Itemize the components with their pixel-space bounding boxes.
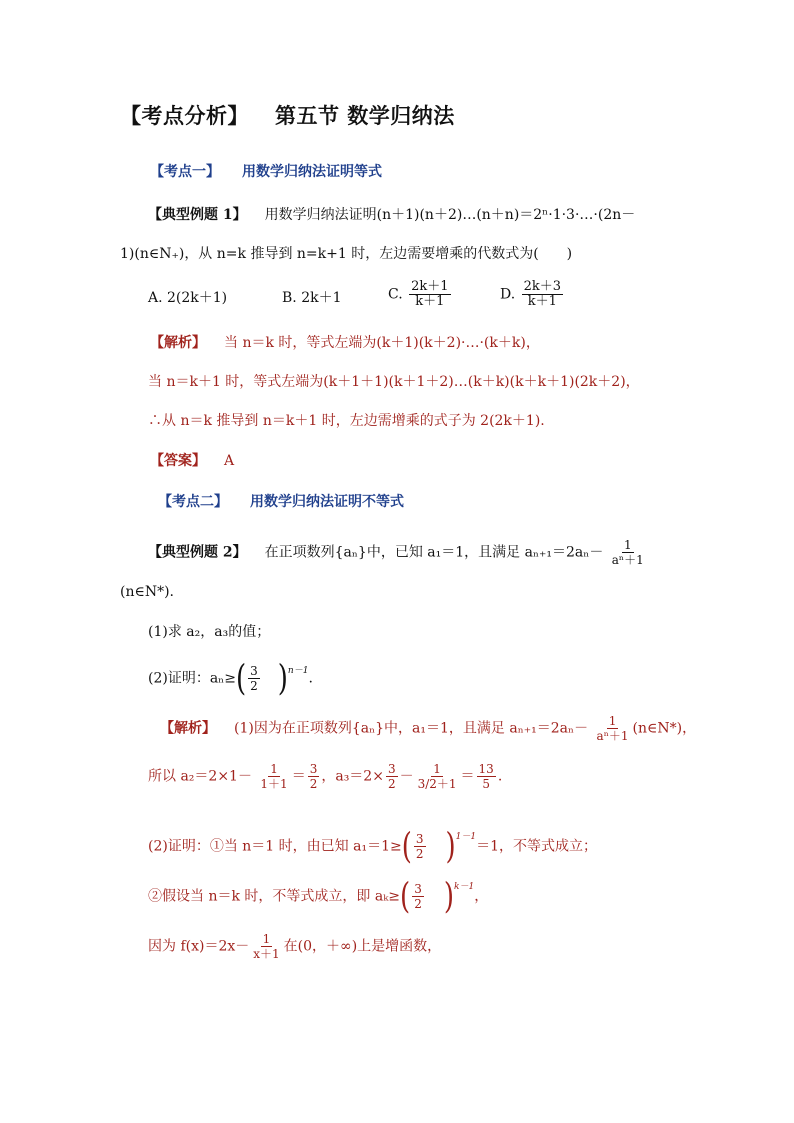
example-1-line-2 bbox=[120, 244, 572, 264]
s2-l2-frac-4 bbox=[416, 762, 459, 791]
kaodian-2-title: 用数学归纳法证明不等式 bbox=[250, 494, 404, 510]
s2-l4-exp: k－1 bbox=[454, 881, 475, 892]
s2-f1-den: aⁿ＋1 bbox=[596, 729, 629, 743]
kaodian-2-tag: 【考点二】 bbox=[158, 494, 228, 510]
kaodian-1-title: 用数学归纳法证明等式 bbox=[242, 164, 382, 180]
s2-l5-b: 在(0，＋∞)上是增函数， bbox=[283, 938, 442, 955]
s2-l3-frac bbox=[414, 832, 426, 861]
example-1-text-2: 1)(n∈N₊)，从 n=k 推导到 n=k+1 时，左边需要增乘的代数式为( ) bbox=[120, 246, 573, 262]
s2-l4-b: ， bbox=[474, 888, 489, 905]
example-2-frac-den: aⁿ＋1 bbox=[611, 553, 644, 567]
s2-l2-f2-num: 3 bbox=[309, 762, 318, 776]
s2-l2-d: － bbox=[399, 768, 414, 785]
s2-l3-a: (2)证明：①当 n＝1 时，由已知 a₁＝1≥ bbox=[148, 838, 402, 855]
example-2-question-1 bbox=[148, 622, 270, 642]
solution-2-line-4: ②假设当 n＝k 时，不等式成立，即 aₖ≥( $\frac{3}{2}$ )$^{k-1}$， bbox=[148, 876, 489, 917]
s2-l2-f3-den: 2 bbox=[387, 777, 396, 791]
example-2-fraction bbox=[610, 538, 646, 567]
solution-1-line-3 bbox=[148, 411, 545, 431]
option-d-fraction bbox=[522, 280, 563, 309]
s2-l4-a: ②假设当 n＝k 时，不等式成立，即 aₖ≥ bbox=[148, 888, 401, 905]
example-1-text-1: 用数学归纳法证明(n＋1)(n＋2)…(n＋n)＝2ⁿ·1·3·…·(2n－ bbox=[264, 207, 636, 223]
question-2-suffix: . bbox=[308, 670, 313, 687]
s2-l5-num: 1 bbox=[262, 932, 271, 946]
s2-l3-exp: 1－1 bbox=[455, 831, 477, 842]
s2-l2-a: 所以 a₂＝2×1－ bbox=[148, 768, 252, 785]
option-c-prefix: C. bbox=[388, 286, 403, 303]
solution-2-fraction-1 bbox=[595, 714, 631, 743]
solution-1-line-2 bbox=[148, 372, 640, 392]
solution-2-line-3: (2)证明：①当 n＝1 时，由已知 a₁＝1≥( $\frac{3}{2}$ )$^{1-1}$＝1，不等式成立； bbox=[148, 826, 598, 867]
question-2-frac-num: 3 bbox=[250, 664, 258, 678]
s2-l4-num: 3 bbox=[414, 882, 422, 896]
option-d-prefix: D. bbox=[500, 286, 516, 303]
option-c-numerator: 2k＋1 bbox=[411, 279, 449, 294]
option-c-fraction bbox=[409, 280, 450, 309]
example-2-text-1: 在正项数列{aₙ}中，已知 a₁＝1，且满足 aₙ₊₁＝2aₙ－ bbox=[264, 544, 604, 561]
solution-2-line-1 bbox=[160, 714, 696, 743]
answer-1-value: A bbox=[224, 453, 235, 469]
s2-l5-den: x＋1 bbox=[253, 947, 280, 961]
s2-l2-f4-num: 1 bbox=[433, 762, 441, 776]
section-tag: 【考点分析】 bbox=[120, 103, 249, 128]
example-2-question-2: (2)证明：aₙ≥( $\frac{3}{2}$ )$^{n-1}$. bbox=[148, 658, 313, 699]
question-2-frac-den: 2 bbox=[250, 679, 258, 693]
solution-1-text-2: 当 n＝k＋1 时，等式左端为(k＋1＋1)(k＋1＋2)…(k＋k)(k＋k＋1)(2k＋2)， bbox=[148, 374, 640, 390]
s2-l2-f4-den: 3/2＋1 bbox=[417, 777, 457, 791]
option-a-text: A. 2(2k＋1) bbox=[148, 290, 228, 306]
s2-l2-f1-num: 1 bbox=[270, 762, 278, 776]
s2-l5-frac bbox=[251, 932, 281, 961]
s2-l4-den: 2 bbox=[414, 897, 422, 911]
example-1-label: 【典型例题 1】 bbox=[148, 207, 247, 223]
option-d-denominator: k＋1 bbox=[527, 294, 557, 309]
answer-1-label: 【答案】 bbox=[150, 453, 206, 469]
example-2-label: 【典型例题 2】 bbox=[148, 544, 247, 561]
example-2-line-2 bbox=[120, 582, 174, 602]
kaodian-1-heading bbox=[150, 162, 382, 182]
solution-1-text-3: ∴从 n＝k 推导到 n＝k＋1 时，左边需增乘的式子为 2(2k＋1). bbox=[148, 413, 545, 429]
s2-l2-f3-num: 3 bbox=[387, 762, 396, 776]
solution-2-text-1: (1)因为在正项数列{aₙ}中，a₁＝1，且满足 aₙ₊₁＝2aₙ－ bbox=[234, 720, 589, 737]
s2-l3-b: ＝1，不等式成立； bbox=[476, 838, 598, 855]
example-2-frac-num: 1 bbox=[623, 538, 632, 552]
option-c-denominator: k＋1 bbox=[415, 294, 445, 309]
example-2-line-1 bbox=[148, 538, 648, 567]
s2-l5-a: 因为 f(x)＝2x－ bbox=[148, 938, 250, 955]
question-1-text: (1)求 a₂，a₃的值； bbox=[148, 624, 271, 640]
page-title: 第五节 数学归纳法 bbox=[275, 103, 455, 128]
kaodian-1-tag: 【考点一】 bbox=[150, 164, 220, 180]
option-a bbox=[148, 288, 227, 308]
option-b-text: B. 2k＋1 bbox=[282, 290, 342, 306]
s2-l4-frac bbox=[412, 882, 424, 911]
question-2-exponent: n－1 bbox=[287, 665, 309, 676]
s2-l3-den: 2 bbox=[415, 847, 424, 861]
s2-l2-e: ＝ bbox=[460, 768, 475, 785]
option-b bbox=[282, 288, 342, 308]
option-d-numerator: 2k＋3 bbox=[523, 279, 562, 294]
question-2-prefix: (2)证明：aₙ≥ bbox=[148, 670, 236, 687]
s2-l2-f5-den: 5 bbox=[482, 777, 490, 791]
s2-l2-frac-2 bbox=[308, 762, 320, 791]
example-1-line-1 bbox=[148, 205, 635, 225]
answer-1 bbox=[150, 451, 234, 471]
s2-l2-f1-den: 1＋1 bbox=[260, 777, 288, 791]
kaodian-2-heading bbox=[158, 492, 404, 512]
question-2-fraction bbox=[248, 664, 260, 693]
solution-2-line-2 bbox=[148, 762, 502, 791]
s2-l2-frac-1 bbox=[258, 762, 289, 791]
solution-2-suffix-1: (n∈N*)， bbox=[632, 720, 697, 737]
solution-2-label: 【解析】 bbox=[160, 720, 216, 737]
page-heading bbox=[120, 103, 455, 128]
solution-1-text-1: 当 n＝k 时，等式左端为(k＋1)(k＋2)·…·(k＋k)， bbox=[224, 335, 540, 351]
option-d bbox=[500, 280, 565, 309]
s2-l2-frac-5 bbox=[477, 762, 496, 791]
solution-2-line-5 bbox=[148, 932, 441, 961]
s2-l2-f5-num: 13 bbox=[478, 762, 494, 776]
s2-l2-frac-3 bbox=[386, 762, 398, 791]
s2-l3-num: 3 bbox=[415, 832, 424, 846]
s2-l2-c: ，a₃＝2× bbox=[321, 768, 384, 785]
example-2-text-2: (n∈N*). bbox=[120, 584, 175, 600]
s2-l2-f2-den: 2 bbox=[309, 777, 318, 791]
s2-f1-num: 1 bbox=[608, 714, 617, 728]
solution-1-line-1 bbox=[150, 333, 540, 353]
s2-l2-f: . bbox=[497, 768, 503, 785]
solution-1-label: 【解析】 bbox=[150, 335, 206, 351]
option-c bbox=[388, 280, 453, 309]
s2-l2-b: ＝ bbox=[291, 768, 306, 785]
